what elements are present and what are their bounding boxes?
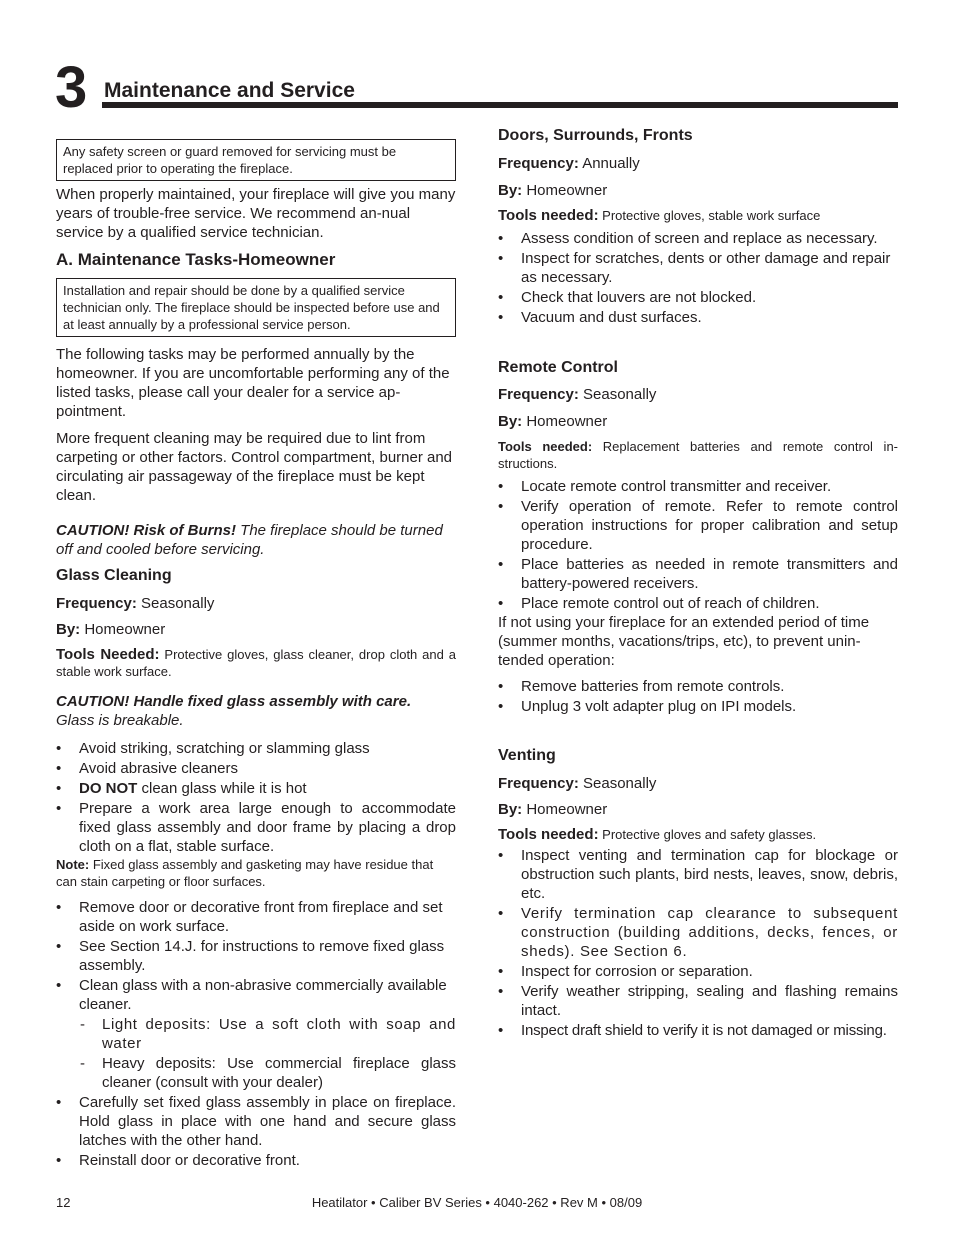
glass-frequency: Frequency: Seasonally	[56, 595, 215, 612]
list-item: • Place batteries as needed in remote transmitters and battery-powered receivers.	[498, 555, 898, 593]
glass-deposit-dashes	[79, 1015, 456, 1092]
list-item: • Assess condition of screen and replace as necessary.	[498, 229, 898, 248]
list-item: • Vacuum and dust surfaces.	[498, 308, 898, 327]
burn-caution	[56, 521, 456, 559]
header-rule	[102, 102, 898, 108]
venting-tools: Tools needed: Protective gloves and safety glasses.	[498, 826, 817, 843]
list-item: • Reinstall door or decorative front.	[56, 1151, 456, 1170]
glass-by: By: Homeowner	[56, 621, 166, 638]
page-number: 12	[56, 1195, 71, 1210]
doors-by: By: Homeowner	[498, 182, 608, 199]
list-item: • Carefully set fixed glass assembly in place on fireplace. Hold glass in place with one hand and secure glass latches with the other hand.	[56, 1093, 456, 1150]
remote-frequency: Frequency: Seasonally	[498, 386, 657, 403]
glass-note: Note: Fixed glass assembly and gasketing may have residue that can stain carpeting or floor surfaces.	[56, 857, 434, 889]
list-item: • Inspect for corrosion or separation.	[498, 962, 898, 981]
glass-cleaning-heading: Glass Cleaning	[56, 567, 172, 584]
burn-caution-text: The fireplace should be turned off and cooled before servicing.	[56, 522, 443, 558]
list-item: • Place remote control out of reach of children.	[498, 594, 898, 613]
list-item: • Verify termination cap clearance to subsequent construction (building additions, decks, fences, or sheds). See Section 6.	[498, 904, 898, 961]
safety-screen-notice: Any safety screen or guard removed for servicing must be replaced prior to operating the fireplace.	[56, 139, 456, 181]
doors-bullets	[498, 229, 898, 327]
list-item: • DO NOT clean glass while it is hot	[56, 779, 456, 798]
chapter-title: Maintenance and Service	[104, 79, 355, 102]
chapter-header	[55, 55, 898, 120]
list-item: • Remove door or decorative front from fireplace and set aside on work surface.	[56, 898, 456, 936]
list-item: • Avoid abrasive cleaners	[56, 759, 456, 778]
venting-bullets	[498, 846, 898, 1040]
list-item: • Remove batteries from remote controls.	[498, 677, 898, 696]
doors-tools: Tools needed: Protective gloves, stable work surface	[498, 207, 821, 224]
list-item: - Light deposits: Use a soft cloth with soap and water	[79, 1015, 456, 1053]
glass-bullets-1	[56, 739, 456, 856]
list-item: • Verify weather stripping, sealing and flashing remains intact.	[498, 982, 898, 1020]
right-column	[498, 126, 898, 1041]
glass-tools: Tools Needed: Protective gloves, glass cleaner, drop cloth and a stable work surface.	[56, 646, 457, 679]
doors-frequency: Frequency: Annually	[498, 155, 640, 172]
cleaning-paragraph: More frequent cleaning may be required due to lint from carpeting or other factors. Control compartment, burner and circulating air passageway of the fireplace must be kept clean.	[56, 430, 453, 504]
remote-bullets-2	[498, 677, 898, 716]
chapter-number: 3	[55, 55, 86, 120]
venting-frequency: Frequency: Seasonally	[498, 775, 657, 792]
list-item: • Avoid striking, scratching or slamming glass	[56, 739, 456, 758]
glass-caution-label: CAUTION! Handle fixed glass assembly with care.	[56, 693, 412, 710]
glass-bullets-2	[56, 898, 456, 1170]
list-item: • Inspect for scratches, dents or other damage and repair as necessary.	[498, 249, 898, 287]
list-item: • Clean glass with a non-abrasive commercially available cleaner. - Light deposits: Use a soft cloth with soap and water - Heavy deposits: Use commercial fireplace glass cleaner (consult with your dealer)	[56, 976, 456, 1092]
remote-storage-note: If not using your fireplace for an extended period of time (summer months, vacations/trips, etc), to prevent unin-tended operation:	[498, 614, 870, 669]
intro-paragraph: When properly maintained, your fireplace will give you many years of trouble-free service. We recommend an-nual service by a qualified service technician.	[56, 186, 456, 241]
list-item: • Inspect venting and termination cap for blockage or obstruction such plants, bird nests, leaves, snow, debris, etc.	[498, 846, 898, 903]
left-column	[56, 126, 456, 1171]
remote-heading: Remote Control	[498, 359, 618, 376]
qualified-technician-notice: Installation and repair should be done by a qualified service technician only. The fireplace should be inspected before use and at least annually by a professional service person.	[56, 278, 456, 337]
venting-heading: Venting	[498, 747, 556, 764]
section-a-heading: A. Maintenance Tasks-Homeowner	[56, 250, 336, 269]
list-item: • Prepare a work area large enough to accommodate fixed glass assembly and door frame by placing a drop cloth on a flat, stable surface.	[56, 799, 456, 856]
venting-by: By: Homeowner	[498, 801, 608, 818]
glass-caution	[56, 692, 456, 730]
glass-caution-text: Glass is breakable.	[56, 712, 184, 729]
list-item: • Check that louvers are not blocked.	[498, 288, 898, 307]
doors-heading: Doors, Surrounds, Fronts	[498, 127, 693, 144]
footer-doc-info: Heatilator • Caliber BV Series • 4040-262 • Rev M • 08/09	[311, 1195, 643, 1210]
remote-bullets	[498, 477, 898, 613]
list-item: • See Section 14.J. for instructions to remove fixed glass assembly.	[56, 937, 456, 975]
list-item: • Verify operation of remote. Refer to remote control operation instructions for proper calibration and setup procedure.	[498, 497, 898, 554]
remote-tools: Tools needed: Replacement batteries and remote control in-structions.	[498, 439, 898, 471]
list-item: - Heavy deposits: Use commercial fireplace glass cleaner (consult with your dealer)	[79, 1054, 456, 1092]
remote-by: By: Homeowner	[498, 413, 608, 430]
list-item: • Unplug 3 volt adapter plug on IPI models.	[498, 697, 898, 716]
burn-caution-label: CAUTION! Risk of Burns!	[56, 522, 236, 539]
list-item: • Locate remote control transmitter and receiver.	[498, 477, 898, 496]
tasks-paragraph: The following tasks may be performed annually by the homeowner. If you are uncomfortable performing any of the listed tasks, please call your dealer for a service ap-pointment.	[56, 346, 450, 420]
list-item: • Inspect draft shield to verify it is not damaged or missing.	[498, 1021, 898, 1040]
